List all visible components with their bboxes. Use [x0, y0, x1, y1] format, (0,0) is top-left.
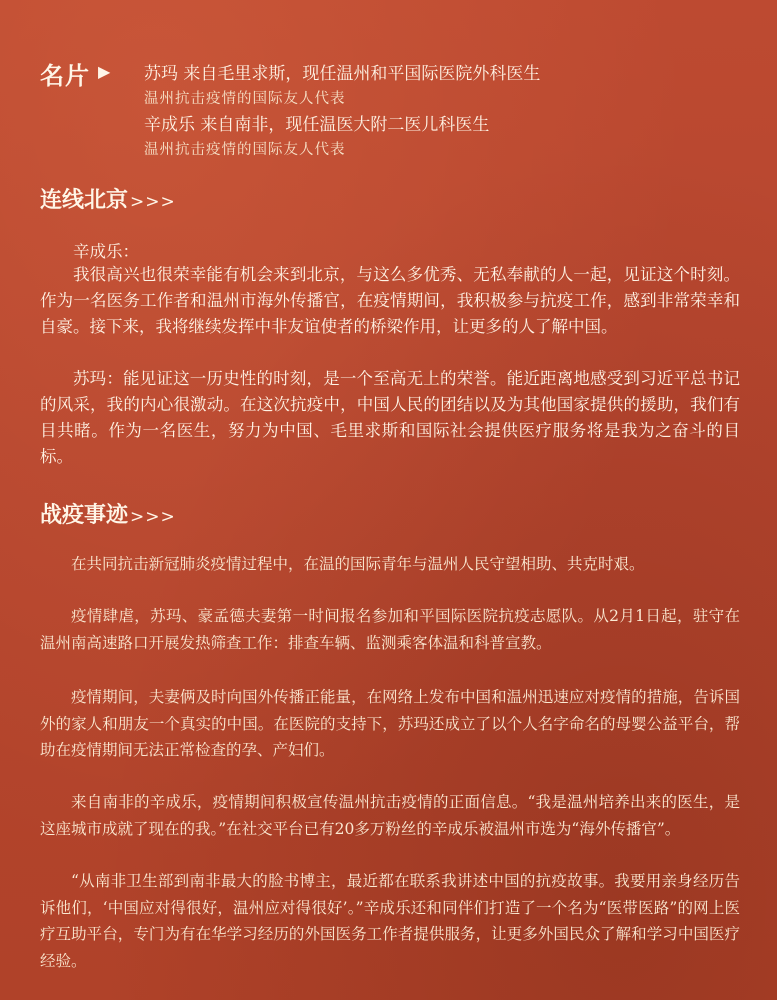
speaker-label: 辛成乐： [73, 242, 139, 261]
triangle-arrow-icon: ▶ [98, 62, 111, 81]
quote-paragraph-2: 苏玛：能见证这一历史性的时刻，是一个至高无上的荣誉。能近距离地感受到习近平总书记的风采，我的内心很激动。在这次抗疫中，中国人民的团结以及为其他国家提供的援助，我们有目共睹。作为一名医生，努力为中国、毛里求斯和国际社会提供医疗服务将是我为之奋斗的目标。 [40, 369, 740, 466]
section-title-connect-beijing [40, 183, 176, 214]
person-1-title: 温州抗击疫情的国际友人代表 [144, 91, 346, 107]
story-paragraph-4: 来自南非的辛成乐，疫情期间积极宣传温州抗击疫情的正面信息。“我是温州培养出来的医生，是这座城市成就了现在的我。”在社交平台已有20多万粉丝的辛成乐被温州市选为“海外传播官”。 [40, 793, 740, 838]
section-title-arrows: >>> [130, 192, 176, 212]
story-paragraph-1: 在共同抗击新冠肺炎疫情过程中，在温的国际青年与温州人民守望相助、共克时艰。 [71, 555, 645, 573]
person-2-title: 温州抗击疫情的国际友人代表 [144, 142, 346, 158]
person-2-intro: 辛成乐 来自南非，现任温医大附二医儿科医生 [144, 115, 490, 135]
quote-paragraph-1: 我很高兴也很荣幸能有机会来到北京，与这么多优秀、无私奉献的人一起，见证这个时刻。作为一名医务工作者和温州市海外传播官，在疫情期间，我积极参与抗疫工作，感到非常荣幸和自豪。接下来，我将继续发挥中非友谊使者的桥梁作用，让更多的人了解中国。 [40, 265, 740, 336]
section-title-arrows: >>> [130, 507, 176, 527]
story-paragraph-2: 疫情肆虐，苏玛、豪孟德夫妻第一时间报名参加和平国际医院抗疫志愿队。从2月1日起，驻守在温州南高速路口开展发热筛查工作：排查车辆、监测乘客体温和科普宣教。 [40, 607, 740, 652]
card-label: 名片 [40, 62, 90, 90]
person-1-intro: 苏玛 来自毛里求斯，现任温州和平国际医院外科医生 [144, 64, 541, 84]
story-paragraph-5: “从南非卫生部到南非最大的脸书博主，最近都在联系我讲述中国的抗疫故事。我要用亲身经历告诉他们，‘中国应对得很好，温州应对得很好’。”辛成乐还和同伴们打造了一个名为“医带医路”的网上医疗互助平台，专门为有在华学习经历的外国医务工作者提供服务，让更多外国民众了解和学习中国医疗经验。 [40, 872, 740, 970]
story-paragraph-3: 疫情期间，夫妻俩及时向国外传播正能量，在网络上发布中国和温州迅速应对疫情的措施，告诉国外的家人和朋友一个真实的中国。在医院的支持下，苏玛还成立了以个人名字命名的母婴公益平台，帮助在疫情期间无法正常检查的孕、产妇们。 [40, 688, 740, 759]
section-title-text: 连线北京 [40, 188, 129, 213]
section-title-text: 战疫事迹 [40, 503, 129, 528]
section-title-fight-epidemic [40, 498, 176, 529]
